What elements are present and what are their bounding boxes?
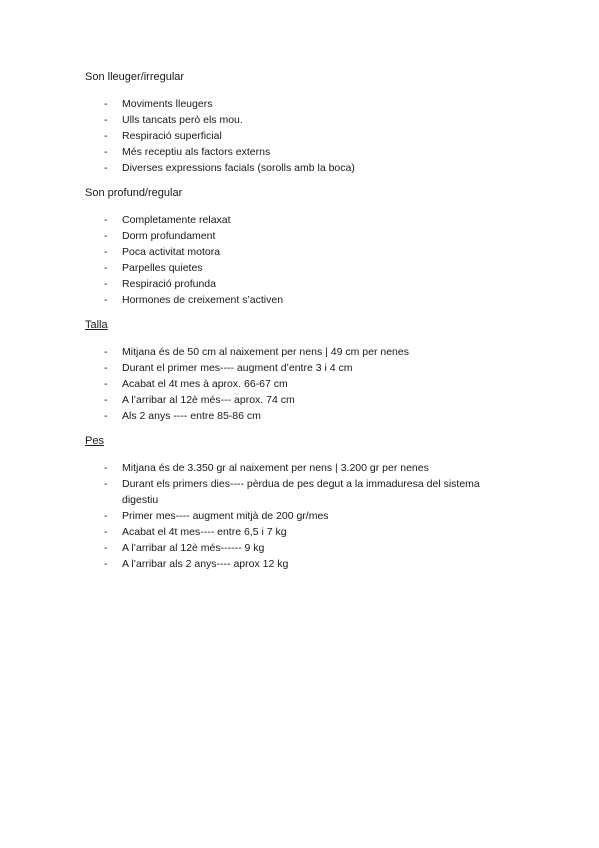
- list-item-text: Durant els primers dies---- pèrdua de pes degut a la immaduresa del sistema digestiu: [122, 478, 480, 506]
- bullet-dash: -: [104, 346, 108, 358]
- list-item-text: Diverses expressions facials (sorolls amb la boca): [122, 162, 355, 174]
- bullet-dash: -: [104, 146, 108, 158]
- section-heading: Talla: [85, 319, 108, 331]
- list-item: [85, 160, 515, 176]
- section-heading: Son lleuger/irregular: [85, 71, 185, 83]
- list-item: [85, 276, 515, 292]
- list-item-text: Moviments lleugers: [122, 98, 213, 110]
- bullet-dash: -: [104, 98, 108, 110]
- list-item: [85, 128, 515, 144]
- bullet-dash: -: [104, 378, 108, 390]
- list-item-text: Completamente relaxat: [122, 214, 231, 226]
- bullet-dash: -: [104, 478, 108, 490]
- list-item-text: Als 2 anys ---- entre 85-86 cm: [122, 410, 261, 422]
- list-item: [85, 112, 515, 128]
- list-item-text: Mitjana és de 50 cm al naixement per nens | 49 cm per nenes: [122, 346, 409, 358]
- list-item: [85, 392, 515, 408]
- list-item: [85, 408, 515, 424]
- bullet-dash: -: [104, 542, 108, 554]
- bullet-dash: -: [104, 510, 108, 522]
- list-item: [85, 292, 515, 308]
- list-item-text: Acabat el 4t mes---- entre 6,5 i 7 kg: [122, 526, 287, 538]
- list-item: [85, 344, 515, 360]
- bullet-dash: -: [104, 558, 108, 570]
- bullet-dash: -: [104, 362, 108, 374]
- list-item-text: Primer mes---- augment mitjà de 200 gr/mes: [122, 510, 329, 522]
- bullet-dash: -: [104, 462, 108, 474]
- bullet-list: [85, 344, 515, 424]
- list-item-text: Parpelles quietes: [122, 262, 203, 274]
- bullet-dash: -: [104, 230, 108, 242]
- list-item-text: A l’arribar als 2 anys---- aprox 12 kg: [122, 558, 289, 570]
- bullet-dash: -: [104, 246, 108, 258]
- list-item-text: Respiració superficial: [122, 130, 222, 142]
- section-light-sleep: [85, 70, 515, 176]
- section-height: [85, 318, 515, 424]
- bullet-dash: -: [104, 214, 108, 226]
- bullet-dash: -: [104, 114, 108, 126]
- section-weight: [85, 434, 515, 572]
- bullet-list: [85, 212, 515, 308]
- list-item: [85, 260, 515, 276]
- list-item: [85, 508, 515, 524]
- list-item-text: Més receptiu als factors externs: [122, 146, 271, 158]
- list-item: [85, 460, 515, 476]
- list-item: [85, 96, 515, 112]
- bullet-dash: -: [104, 130, 108, 142]
- list-item-text: Durant el primer mes---- augment d’entre 3 i 4 cm: [122, 362, 353, 374]
- bullet-dash: -: [104, 262, 108, 274]
- list-item: [85, 212, 515, 228]
- list-item: [85, 144, 515, 160]
- section-deep-sleep: [85, 186, 515, 308]
- list-item-text: Poca activitat motora: [122, 246, 221, 258]
- list-item-text: A l’arribar al 12è més--- aprox. 74 cm: [122, 394, 295, 406]
- list-item: [85, 244, 515, 260]
- list-item-text: Acabat el 4t mes à aprox. 66-67 cm: [122, 378, 288, 390]
- bullet-dash: -: [104, 278, 108, 290]
- list-item: [85, 556, 515, 572]
- bullet-dash: -: [104, 294, 108, 306]
- bullet-list: [85, 96, 515, 176]
- list-item-text: Hormones de creixement s’activen: [122, 294, 284, 306]
- list-item-text: Mitjana és de 3.350 gr al naixement per nens | 3.200 gr per nenes: [122, 462, 429, 474]
- list-item: [85, 360, 515, 376]
- list-item-text: A l’arribar al 12è més------ 9 kg: [122, 542, 265, 554]
- list-item-text: Respiració profunda: [122, 278, 216, 290]
- list-item: [85, 540, 515, 556]
- list-item: [85, 476, 515, 508]
- list-item: [85, 376, 515, 392]
- section-heading: Son profund/regular: [85, 187, 183, 199]
- document-body: [85, 70, 515, 582]
- list-item-text: Ulls tancats però els mou.: [122, 114, 243, 126]
- list-item-text: Dorm profundament: [122, 230, 216, 242]
- bullet-list: [85, 460, 515, 572]
- bullet-dash: -: [104, 526, 108, 538]
- list-item: [85, 228, 515, 244]
- bullet-dash: -: [104, 162, 108, 174]
- bullet-dash: -: [104, 394, 108, 406]
- list-item: [85, 524, 515, 540]
- section-heading: Pes: [85, 435, 104, 447]
- bullet-dash: -: [104, 410, 108, 422]
